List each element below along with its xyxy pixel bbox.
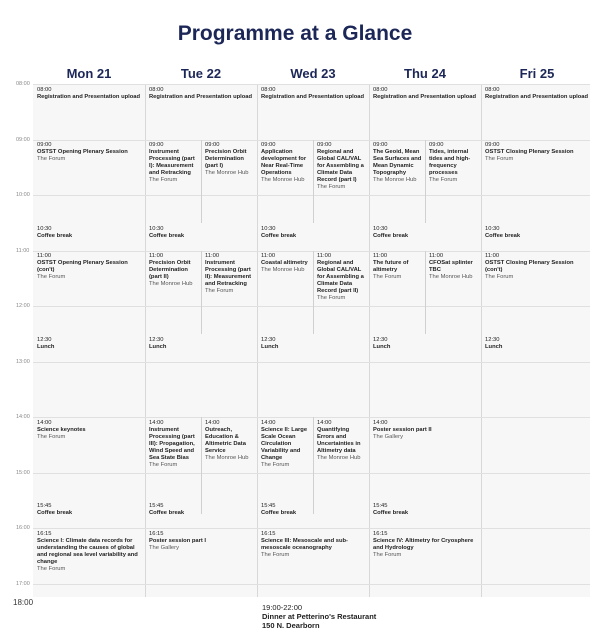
event-name: Registration and Presentation upload <box>37 93 141 100</box>
event-name: Science keynotes <box>37 426 86 433</box>
event-name: Science III: Mesoscale and sub-mesoscale oceanography <box>261 537 348 551</box>
event-name: Coffee break <box>37 232 73 239</box>
event-block[interactable] <box>373 420 479 441</box>
event-time: 11:00 <box>317 253 332 260</box>
event-block[interactable] <box>373 142 423 184</box>
event-time: 09:00 <box>149 142 164 149</box>
time-label: 14:00 <box>16 414 30 420</box>
schedule-grid <box>33 84 590 597</box>
event-location: The Forum <box>37 433 66 440</box>
event-location: The Forum <box>317 295 346 302</box>
event-location: The Forum <box>149 177 178 184</box>
event-block[interactable] <box>149 87 255 101</box>
day-header: Mon 21 <box>66 66 112 81</box>
event-name: Lunch <box>37 343 55 350</box>
event-block[interactable] <box>373 253 423 281</box>
event-location: The Monroe Hub <box>429 274 473 281</box>
event-block[interactable] <box>261 531 367 559</box>
event-name: Application development for Near Real-Time Operations <box>261 149 307 177</box>
event-name: OSTST Closing Plenary Session (con't) <box>485 260 574 274</box>
parallel-session-divider <box>201 140 202 223</box>
event-name: Tides, internal tides and high-frequency processes <box>429 149 471 177</box>
event-name: Quantifying Errors and Uncertainties in Altimetry data <box>317 426 361 454</box>
event-location: The Forum <box>317 184 346 191</box>
hour-line <box>33 251 590 252</box>
event-name: Instrument Processing (part II): Measurement and Retracking <box>205 260 252 288</box>
event-name: Instrument Processing (part I): Measurement and Retracking <box>149 149 195 177</box>
event-block[interactable] <box>149 531 255 552</box>
parallel-session-divider <box>425 140 426 223</box>
event-block[interactable] <box>149 253 199 288</box>
parallel-session-divider <box>313 417 314 514</box>
event-block[interactable] <box>261 337 367 351</box>
event-name: OSTST Closing Plenary Session <box>485 149 574 156</box>
day-header: Tue 22 <box>180 66 222 81</box>
event-time: 14:00 <box>37 419 52 426</box>
event-block[interactable] <box>205 420 255 462</box>
event-time: 14:00 <box>373 419 388 426</box>
event-time: 08:00 <box>373 86 388 93</box>
event-block[interactable] <box>317 253 367 302</box>
event-name: Science II: Large Scale Ocean Circulation Variability and Change <box>261 426 308 461</box>
event-time: 14:00 <box>205 419 220 426</box>
event-name: Poster session part II <box>373 426 432 433</box>
event-name: Precision Orbit Determination (part II) <box>149 260 191 281</box>
event-time: 11:00 <box>149 253 164 260</box>
event-block[interactable] <box>485 253 590 281</box>
event-name: Science I: Climate data records for understanding the causes of global and regional sea level variability and change <box>37 537 138 565</box>
event-block[interactable] <box>373 503 479 517</box>
event-block[interactable] <box>261 226 367 240</box>
dinner-address: 150 N. Dearborn <box>262 621 320 630</box>
event-name: The Geoid, Mean Sea Surfaces and Mean Dynamic Topography <box>373 149 422 177</box>
event-name: Regional and Global CAL/VAL for Assembling a Climate Data Record (part II) <box>317 260 364 295</box>
event-block[interactable] <box>317 420 367 462</box>
event-block[interactable] <box>429 253 479 281</box>
day-header: Wed 23 <box>290 66 336 81</box>
event-block[interactable] <box>373 226 479 240</box>
event-time: 11:00 <box>485 253 500 260</box>
time-label: 09:00 <box>16 136 30 143</box>
event-block[interactable] <box>37 253 143 281</box>
event-block[interactable] <box>149 226 255 240</box>
parallel-session-divider <box>313 251 314 334</box>
event-location: The Forum <box>485 274 514 281</box>
event-block[interactable] <box>485 142 590 163</box>
event-name: Lunch <box>485 343 503 350</box>
event-name: Coffee break <box>37 510 73 517</box>
hour-line <box>33 84 590 85</box>
event-block[interactable] <box>37 503 143 517</box>
parallel-session-divider <box>201 417 202 514</box>
event-block[interactable] <box>37 87 143 101</box>
event-time: 12:30 <box>37 336 52 343</box>
event-name: Coffee break <box>485 232 521 239</box>
event-name: OSTST Opening Plenary Session (con't) <box>37 260 128 274</box>
event-time: 09:00 <box>485 142 500 149</box>
event-time: 16:15 <box>37 530 52 537</box>
event-time: 15:45 <box>37 503 52 510</box>
event-location: The Forum <box>205 288 234 295</box>
event-time: 16:15 <box>149 530 164 537</box>
event-block[interactable] <box>149 142 199 184</box>
event-block[interactable] <box>37 531 143 573</box>
event-name: Registration and Presentation upload <box>149 93 253 100</box>
event-time: 10:30 <box>373 225 388 232</box>
event-block[interactable] <box>37 142 143 163</box>
time-label: 13:00 <box>16 358 30 365</box>
event-block[interactable] <box>373 337 479 351</box>
parallel-session-divider <box>313 140 314 223</box>
event-name: CFOSat splinter TBC <box>429 260 473 274</box>
parallel-session-divider <box>425 251 426 334</box>
event-block[interactable] <box>37 226 143 240</box>
event-location: The Monroe Hub <box>205 170 249 177</box>
day-divider <box>369 84 370 597</box>
event-time: 08:00 <box>149 86 164 93</box>
event-block[interactable] <box>261 253 311 274</box>
event-location: The Monroe Hub <box>317 454 361 461</box>
event-location: The Monroe Hub <box>261 177 305 184</box>
event-block[interactable] <box>149 337 255 351</box>
event-block[interactable] <box>261 142 311 184</box>
event-time: 15:45 <box>261 503 276 510</box>
event-location: The Forum <box>149 461 178 468</box>
time-label: 12:00 <box>16 303 30 309</box>
event-block[interactable] <box>149 420 199 469</box>
day-divider <box>481 84 482 597</box>
event-name: Lunch <box>149 343 167 350</box>
event-time: 10:30 <box>149 225 164 232</box>
event-name: Outreach, Education & Altimetric Data Service <box>205 426 246 454</box>
event-name: Coffee break <box>149 232 185 239</box>
event-location: The Forum <box>37 274 66 281</box>
event-time: 11:00 <box>37 253 52 260</box>
event-block[interactable] <box>317 142 367 191</box>
event-location: The Forum <box>429 177 458 184</box>
event-time: 09:00 <box>37 142 52 149</box>
hour-line <box>33 195 590 196</box>
event-time: 10:30 <box>261 225 276 232</box>
time-label: 16:00 <box>16 525 30 531</box>
event-location: The Gallery <box>373 433 403 440</box>
event-block[interactable] <box>37 337 143 351</box>
event-time: 09:00 <box>261 142 276 149</box>
event-location: The Forum <box>261 551 290 558</box>
event-name: Coffee break <box>261 232 297 239</box>
event-time: 08:00 <box>37 86 52 93</box>
event-name: Precision Orbit Determination (part I) <box>205 149 247 170</box>
day-divider <box>145 84 146 597</box>
event-location: The Forum <box>261 461 290 468</box>
event-time: 14:00 <box>261 419 276 426</box>
event-block[interactable] <box>205 253 255 295</box>
event-block[interactable] <box>373 531 479 559</box>
event-time: 12:30 <box>149 336 164 343</box>
event-name: Registration and Presentation upload <box>373 93 477 100</box>
event-time: 11:00 <box>429 253 444 260</box>
event-time: 14:00 <box>317 419 332 426</box>
event-block[interactable] <box>485 87 590 101</box>
event-time: 09:00 <box>373 142 388 149</box>
event-location: The Monroe Hub <box>205 454 249 461</box>
event-name: The future of altimetry <box>373 260 409 274</box>
event-block[interactable] <box>485 337 590 351</box>
day-header: Fri 25 <box>519 66 555 81</box>
event-block[interactable] <box>261 420 311 469</box>
time-label: 08:00 <box>16 81 30 87</box>
event-time: 10:30 <box>37 225 52 232</box>
end-time-label: 18:00 <box>13 598 34 607</box>
event-block[interactable] <box>37 420 143 441</box>
event-name: Coffee break <box>373 510 409 517</box>
event-block[interactable] <box>429 142 479 184</box>
event-time: 16:15 <box>261 530 276 537</box>
event-location: The Monroe Hub <box>373 177 417 184</box>
event-time: 11:00 <box>205 253 220 260</box>
event-name: Registration and Presentation upload <box>485 93 589 100</box>
event-time: 09:00 <box>317 142 332 149</box>
event-time: 15:45 <box>373 503 388 510</box>
event-location: The Forum <box>37 156 66 163</box>
event-time: 16:15 <box>373 530 388 537</box>
time-label: 11:00 <box>16 247 30 254</box>
event-time: 09:00 <box>205 142 220 149</box>
event-time: 12:30 <box>261 336 276 343</box>
event-time: 12:30 <box>373 336 388 343</box>
event-block[interactable] <box>149 503 255 517</box>
event-block[interactable] <box>261 503 367 517</box>
page-title: Programme at a Glance <box>177 22 413 45</box>
event-name: Coffee break <box>149 510 185 517</box>
parallel-session-divider <box>201 251 202 334</box>
event-location: The Forum <box>373 551 402 558</box>
dinner-time: 19:00-22:00 <box>262 603 303 612</box>
event-name: Instrument Processing (part III): Propagation, Wind Speed and Sea State Bias <box>149 426 195 461</box>
event-name: Science IV: Altimetry for Cryosphere and Hydrology <box>373 537 474 551</box>
hour-line <box>33 140 590 141</box>
event-name: Coastal altimetry <box>261 260 308 267</box>
event-name: Poster session part I <box>149 537 207 544</box>
event-location: The Forum <box>37 565 66 572</box>
event-name: Lunch <box>261 343 279 350</box>
event-time: 11:00 <box>261 253 276 260</box>
event-name: Coffee break <box>373 232 409 239</box>
event-time: 11:00 <box>373 253 388 260</box>
event-name: Lunch <box>373 343 391 350</box>
event-location: The Gallery <box>149 544 179 551</box>
event-location: The Forum <box>485 156 514 163</box>
dinner-name: Dinner at Petterino's Restaurant <box>262 612 377 621</box>
event-location: The Monroe Hub <box>149 281 193 288</box>
event-location: The Forum <box>373 274 402 281</box>
event-time: 14:00 <box>149 419 164 426</box>
dinner-event[interactable] <box>262 603 376 630</box>
hour-line <box>33 584 590 585</box>
event-block[interactable] <box>485 226 590 240</box>
event-time: 08:00 <box>485 86 500 93</box>
time-label: 17:00 <box>16 580 30 587</box>
hour-line <box>33 528 590 529</box>
event-block[interactable] <box>373 87 479 101</box>
time-label: 15:00 <box>16 469 30 476</box>
event-name: Regional and Global CAL/VAL for Assembling a Climate Data Record (part I) <box>317 149 364 184</box>
event-name: Registration and Presentation upload <box>261 93 365 100</box>
event-time: 15:45 <box>149 503 164 510</box>
event-time: 10:30 <box>485 225 500 232</box>
time-label: 10:00 <box>16 192 30 198</box>
event-block[interactable] <box>205 142 255 177</box>
event-block[interactable] <box>261 87 367 101</box>
event-time: 08:00 <box>261 86 276 93</box>
hour-line <box>33 473 590 474</box>
event-time: 09:00 <box>429 142 444 149</box>
hour-line <box>33 306 590 307</box>
day-divider <box>257 84 258 597</box>
event-location: The Monroe Hub <box>261 267 305 274</box>
day-header: Thu 24 <box>404 66 446 81</box>
event-name: OSTST Opening Plenary Session <box>37 149 128 156</box>
hour-line <box>33 417 590 418</box>
hour-line <box>33 362 590 363</box>
event-time: 12:30 <box>485 336 500 343</box>
event-name: Coffee break <box>261 510 297 517</box>
